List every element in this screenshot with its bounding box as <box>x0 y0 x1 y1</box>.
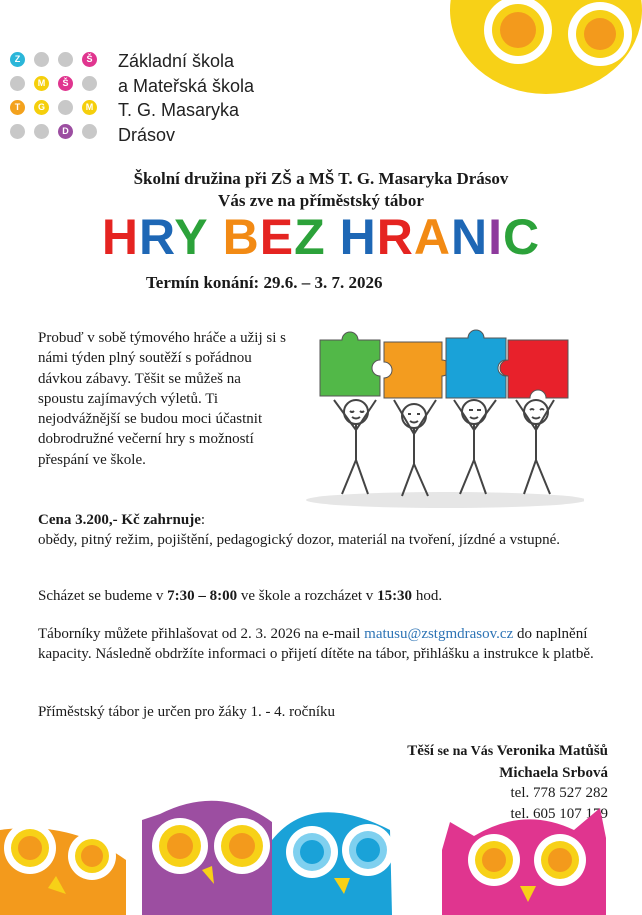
logo-dot: D <box>58 124 73 139</box>
school-name-line: a Mateřská škola <box>118 75 255 96</box>
price-items: obědy, pitný režim, pojištění, pedagogický dozor, materiál na tvoření, jízdné a vstupné. <box>38 532 561 549</box>
price-label: Cena 3.200,- Kč zahrnuje <box>38 512 201 528</box>
email-link[interactable]: matusu@zstgmdrasov.cz <box>364 626 514 642</box>
owl-orange <box>0 822 126 915</box>
owls-bottom-illustration <box>0 790 642 915</box>
logo-dot <box>82 76 97 91</box>
event-dates: Termín konání: 29.6. – 3. 7. 2026 <box>146 273 383 292</box>
logo-dot: M <box>82 100 97 115</box>
owl-yellow-illustration <box>450 0 642 95</box>
price-paragraph <box>38 510 608 551</box>
title-letter: N <box>450 209 489 265</box>
logo-dot <box>58 100 73 115</box>
logo-dot: Z <box>10 52 25 67</box>
invitation-heading: Vás zve na příměstský tábor <box>218 191 424 210</box>
logo-dot <box>10 124 25 139</box>
schedule-text: ve škole a rozcházet v <box>237 588 378 604</box>
school-logo-dots <box>10 52 106 144</box>
phone-2: tel. 605 107 179 <box>510 805 608 822</box>
target-group-paragraph: Příměstský tábor je určen pro žáky 1. - 4. ročníku <box>38 704 336 720</box>
title-letter: Z <box>294 209 326 265</box>
logo-dot: M <box>34 76 49 91</box>
signature-name-1: Veronika Matůšů <box>496 743 608 759</box>
logo-dot: Š <box>58 76 73 91</box>
owl-purple <box>142 801 272 915</box>
signature-greeting: Těší <box>407 743 434 759</box>
title-letter: H <box>339 209 377 265</box>
organizer-heading: Školní družina při ZŠ a MŠ T. G. Masaryka Drásov <box>133 169 509 188</box>
title-letter: E <box>259 209 295 265</box>
price-colon: : <box>200 512 206 528</box>
school-name-line: Drásov <box>118 124 176 145</box>
title-letter: R <box>139 209 175 265</box>
registration-paragraph <box>38 624 608 665</box>
school-name <box>118 49 254 147</box>
school-name-line: T. G. Masaryka <box>118 100 240 120</box>
logo-dot <box>82 124 97 139</box>
title-letter: B <box>222 209 260 265</box>
title-letter: R <box>376 209 414 265</box>
title-letter: C <box>502 209 541 265</box>
phone-1: tel. 778 527 282 <box>510 785 608 801</box>
event-title <box>0 207 642 267</box>
logo-dot <box>10 76 25 91</box>
schedule-paragraph <box>38 586 608 606</box>
logo-dot <box>34 124 49 139</box>
schedule-text: hod. <box>412 588 443 604</box>
arrival-time: 7:30 – 8:00 <box>167 588 238 604</box>
logo-dot: T <box>10 100 25 115</box>
intro-paragraph: Probuď v sobě týmového hráče a užij si s námi týden plný soutěží s pořádnou dávkou zábavy. Těšit se můžeš na spoustu zajímavých výletů. Ti nejodvážnější se budou moci účastnit dobrodružné večerní hry s možností přespání ve škole. <box>38 330 286 468</box>
title-letter: Y <box>174 209 209 265</box>
owl-blue <box>272 812 394 915</box>
logo-dot: G <box>34 100 49 115</box>
owl-pink <box>442 808 606 915</box>
logo-dot <box>34 52 49 67</box>
departure-time: 15:30 <box>377 588 413 604</box>
title-letter: H <box>101 209 139 265</box>
logo-dot: Š <box>82 52 97 67</box>
puzzle-people-illustration <box>296 312 584 512</box>
logo-dot <box>58 52 73 67</box>
registration-text: Táborníky můžete přihlašovat od 2. 3. 2026 na e-mail <box>38 626 365 642</box>
schedule-text: Scházet se budeme v <box>38 588 168 604</box>
registration-text: do naplnění kapacity. Následně obdržíte informaci o přijetí dítěte na tábor, přihlášku a instrukce k platbě. <box>38 626 594 663</box>
school-name-line: Základní škola <box>118 51 235 71</box>
title-letter: A <box>413 209 451 265</box>
title-letter: I <box>488 209 503 265</box>
signature-name-2: Michaela Srbová <box>499 764 608 781</box>
signature-greeting-rest: se na Vás <box>433 744 497 759</box>
